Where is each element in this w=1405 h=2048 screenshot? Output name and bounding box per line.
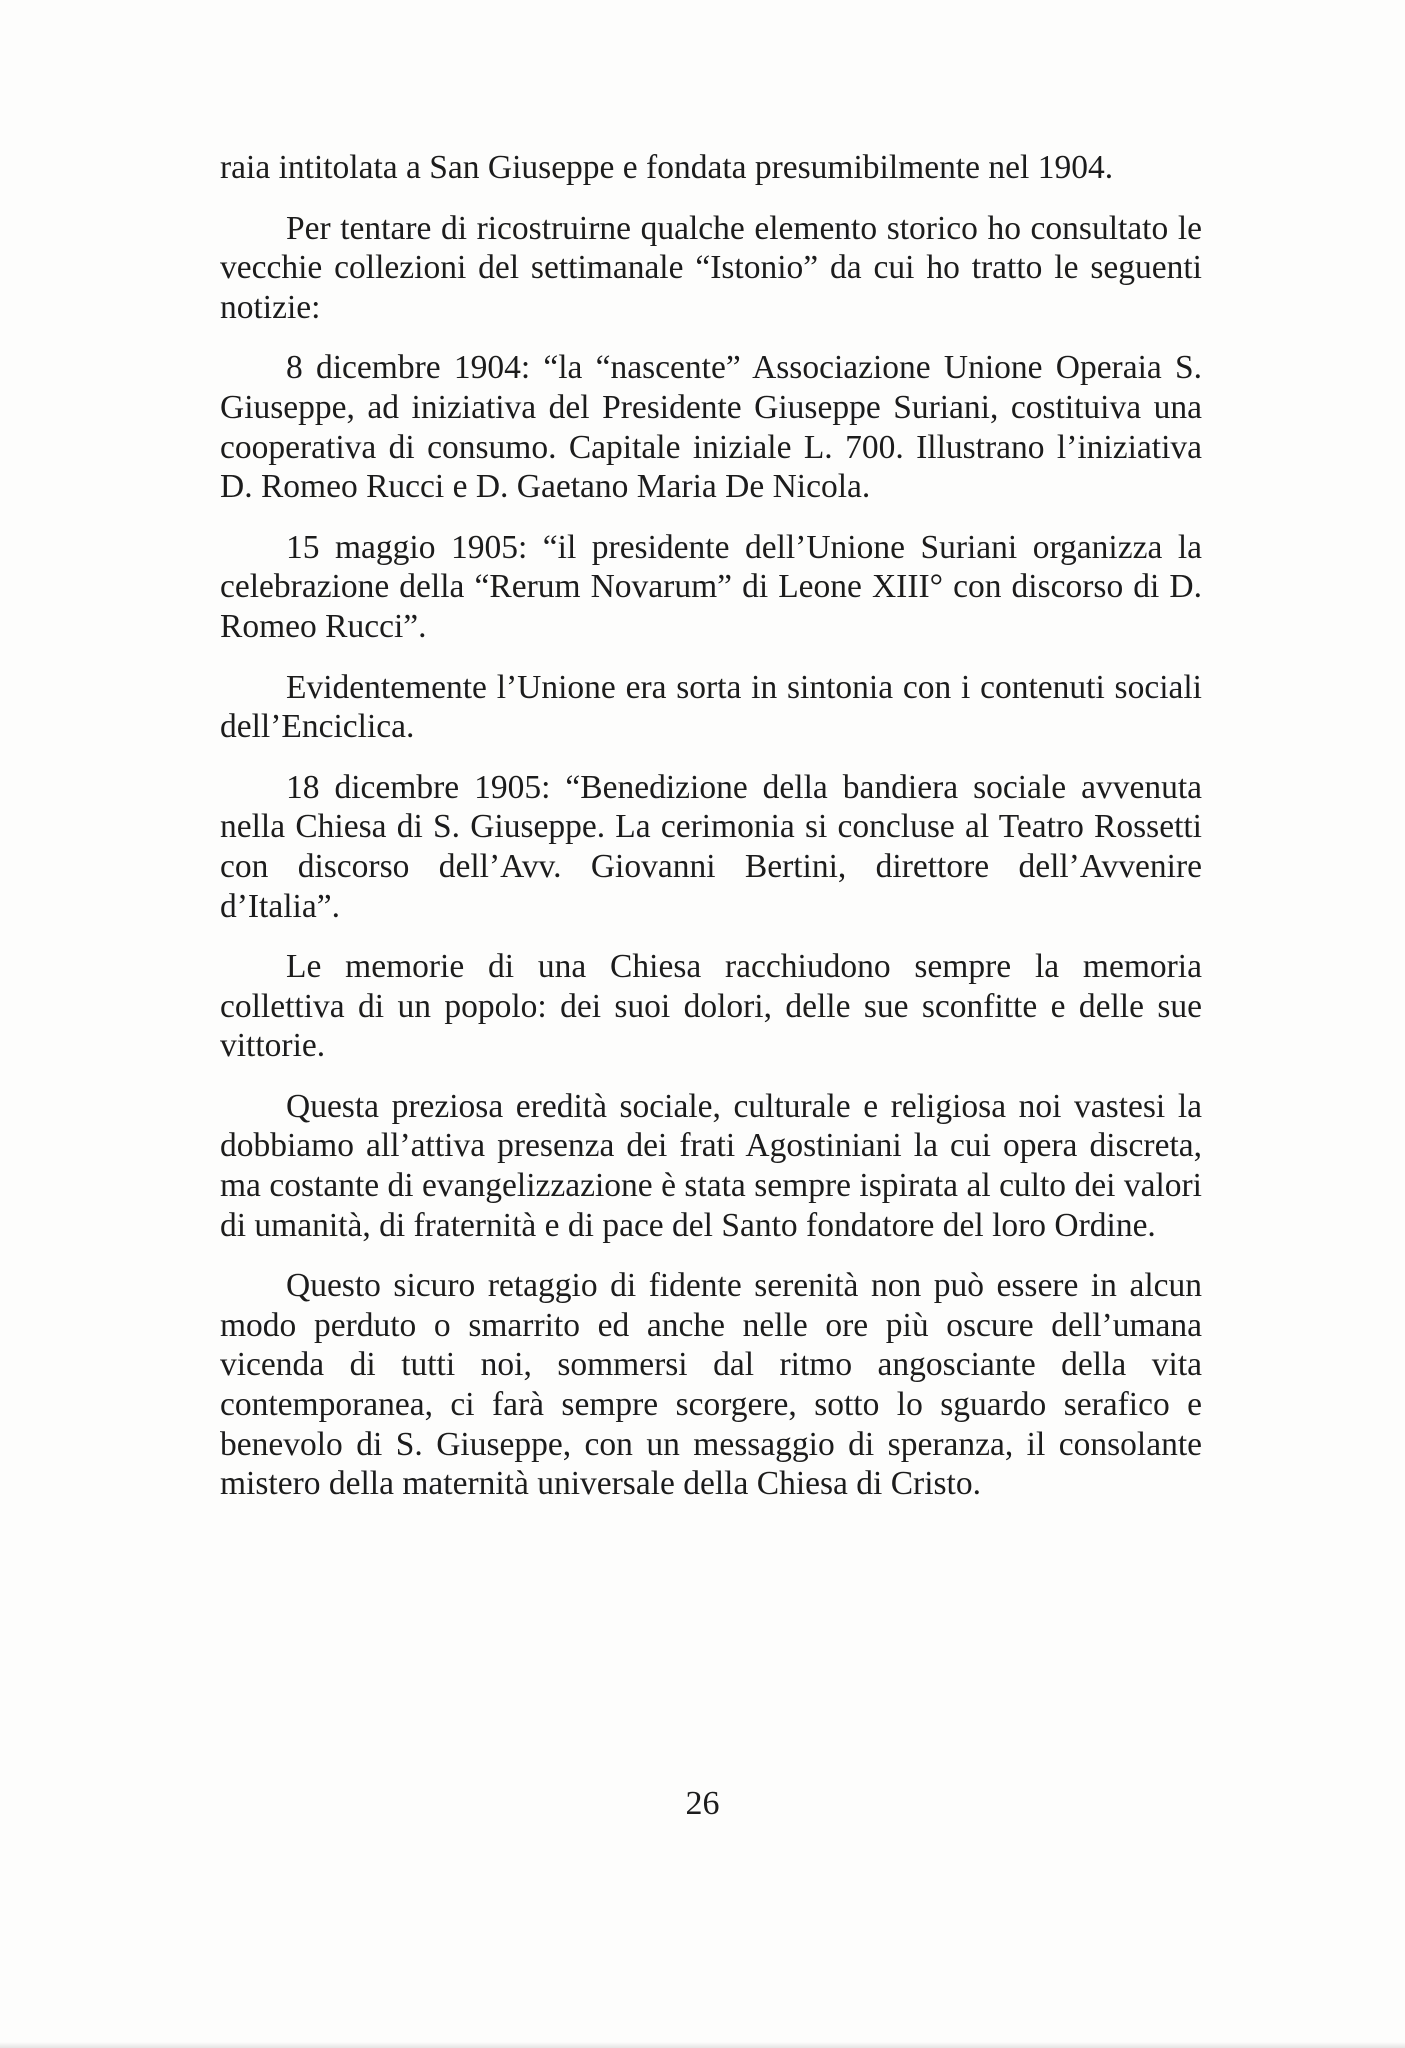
page-number: 26: [685, 1785, 720, 1822]
paragraph-december-1904: 8 dicembre 1904: “la “nascente” Associazione Unione Operaia S. Giuseppe, ad iniziativa del Presidente Giuseppe Suriani, costituiva una cooperativa di consumo. Capitale iniziale L. 700. Illustrano l’iniziativa D. Romeo Rucci e D. Gaetano Maria De Nicola.: [220, 349, 1202, 506]
paragraph-church-memories: Le memorie di una Chiesa racchiudono sempre la memoria collettiva di un popolo: dei suoi dolori, delle sue sconfitte e delle sue vittorie.: [220, 948, 1202, 1065]
scan-edge-shadow: [0, 2042, 1405, 2048]
paragraph-research-intro: Per tentare di ricostruirne qualche elemento storico ho consultato le vecchie collezioni del settimanale “Istonio” da cui ho tratto le seguenti notizie:: [220, 209, 1202, 326]
paragraph-augustinian-heritage: Questa preziosa eredità sociale, culturale e religiosa noi vastesi la dobbiamo all’attiva presenza dei frati Agostiniani la cui opera discreta, ma costante di evangelizzazione è stata sempre ispirata al culto dei valori di umanità, di fraternità e di pace del Santo fondatore del loro Ordine.: [220, 1087, 1202, 1244]
paragraph-december-1905: 18 dicembre 1905: “Benedizione della bandiera sociale avvenuta nella Chiesa di S. Giuseppe. La cerimonia si concluse al Teatro Rossetti con discorso dell’Avv. Giovanni Bertini, direttore dell’Avvenire d’Italia”.: [220, 768, 1202, 925]
body-text: [220, 148, 1202, 1525]
paragraph-may-1905: 15 maggio 1905: “il presidente dell’Unione Suriani organizza la celebrazione della “Rerum Novarum” di Leone XIII° con discorso di D. Romeo Rucci”.: [220, 528, 1202, 645]
paragraph-continuation: raia intitolata a San Giuseppe e fondata presumibilmente nel 1904.: [220, 149, 1114, 186]
paragraph-closing: Questo sicuro retaggio di fidente serenità non può essere in alcun modo perduto o smarrito ed anche nelle ore più oscure dell’umana vicenda di tutti noi, sommersi dal ritmo angosciante della vita contemporanea, ci farà sempre scorgere, sotto lo sguardo serafico e benevolo di S. Giuseppe, con un messaggio di speranza, il consolante mistero della maternità universale della Chiesa di Cristo.: [220, 1267, 1202, 1503]
paragraph-encyclical: Evidentemente l’Unione era sorta in sintonia con i contenuti sociali dell’Enciclica.: [220, 668, 1202, 746]
